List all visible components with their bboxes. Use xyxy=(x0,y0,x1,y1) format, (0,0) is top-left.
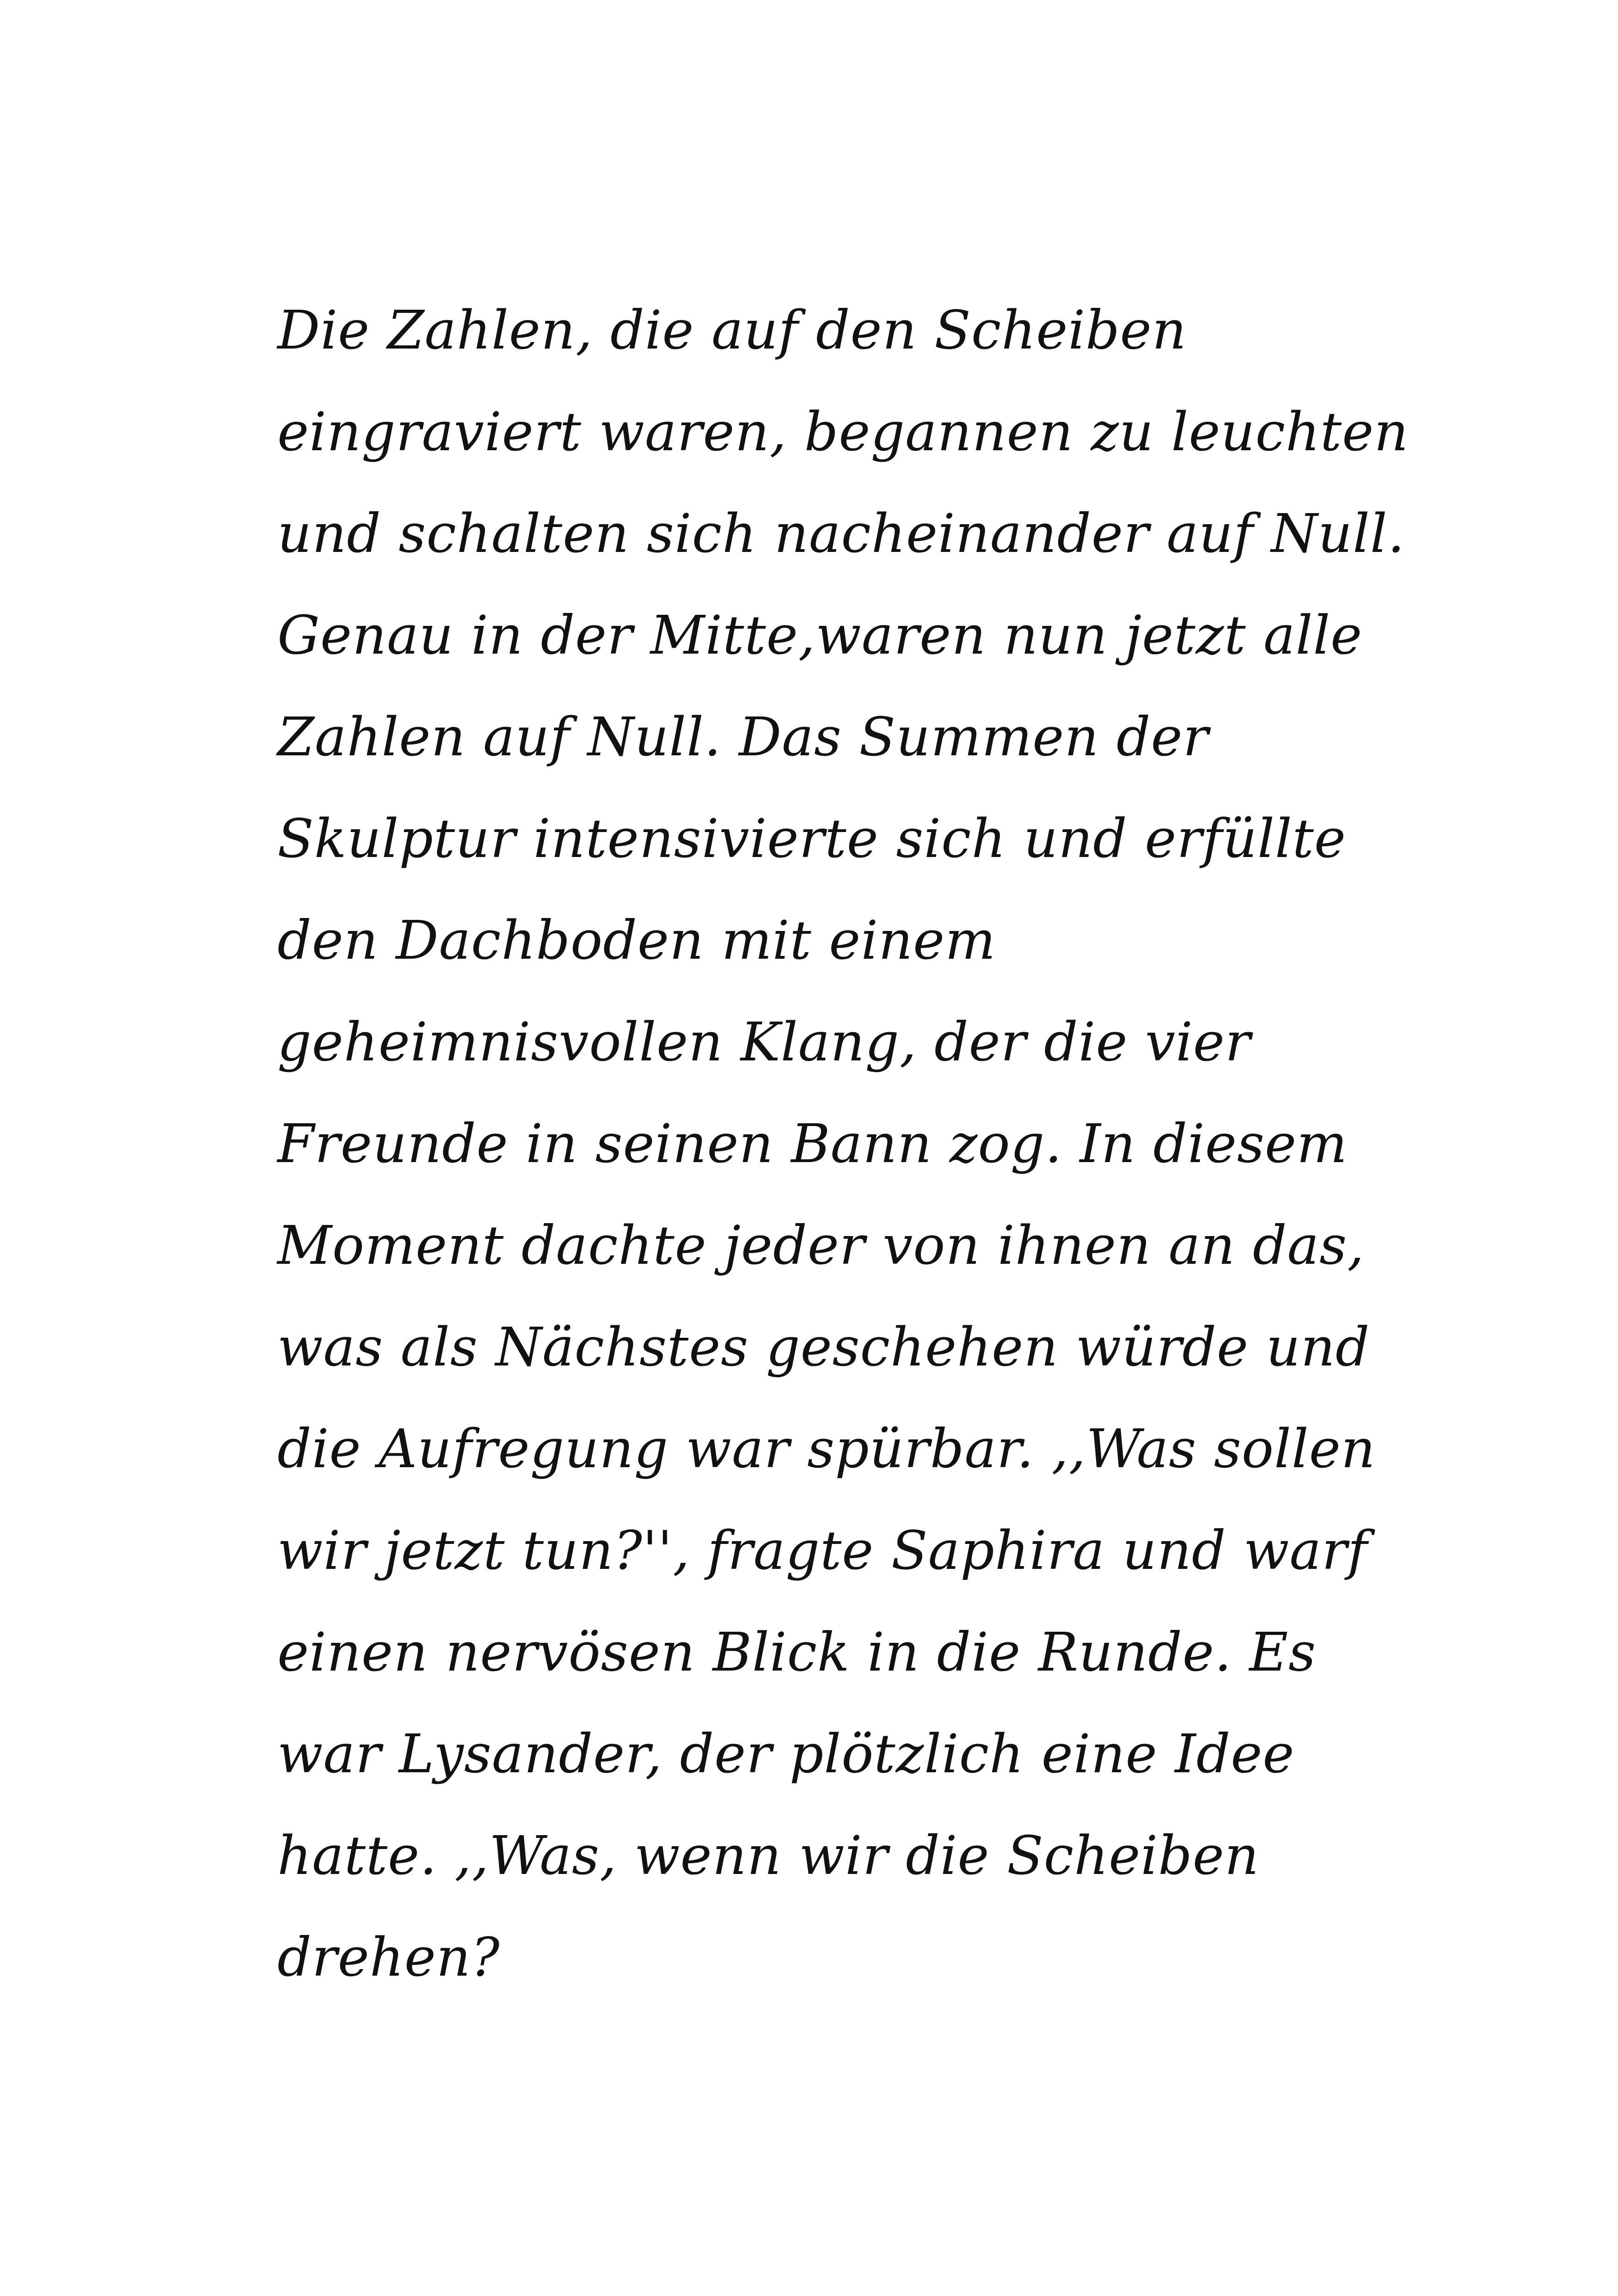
text-line: Moment dachte jeder von ihnen an das, xyxy=(277,1215,1365,1277)
text-line: drehen? xyxy=(277,1927,500,1989)
text-line: die Aufregung war spürbar. ,,Was sollen xyxy=(277,1418,1376,1480)
handwritten-paragraph xyxy=(277,280,1409,2008)
text-line: wir jetzt tun?'', fragte Saphira und warf xyxy=(277,1520,1368,1582)
text-line: und schalten sich nacheinander auf Null. xyxy=(277,503,1405,565)
text-line: was als Nächstes geschehen würde und xyxy=(277,1316,1370,1378)
text-line: eingraviert waren, begannen zu leuchten xyxy=(277,401,1409,463)
text-line: war Lysander, der plötzlich eine Idee xyxy=(277,1723,1295,1785)
text-line: Skulptur intensivierte sich und erfüllte xyxy=(277,808,1346,870)
text-line: einen nervösen Blick in die Runde. Es xyxy=(277,1622,1317,1684)
text-line: Zahlen auf Null. Das Summen der xyxy=(277,706,1209,768)
text-line: geheimnisvollen Klang, der die vier xyxy=(277,1011,1251,1073)
text-line: den Dachboden mit einem xyxy=(277,910,996,972)
text-line: hatte. ,,Was, wenn wir die Scheiben xyxy=(277,1825,1259,1887)
text-line: Die Zahlen, die auf den Scheiben xyxy=(277,300,1187,361)
text-line: Freunde in seinen Bann zog. In diesem xyxy=(277,1113,1348,1175)
text-line: Genau in der Mitte,waren nun jetzt alle xyxy=(277,605,1363,667)
